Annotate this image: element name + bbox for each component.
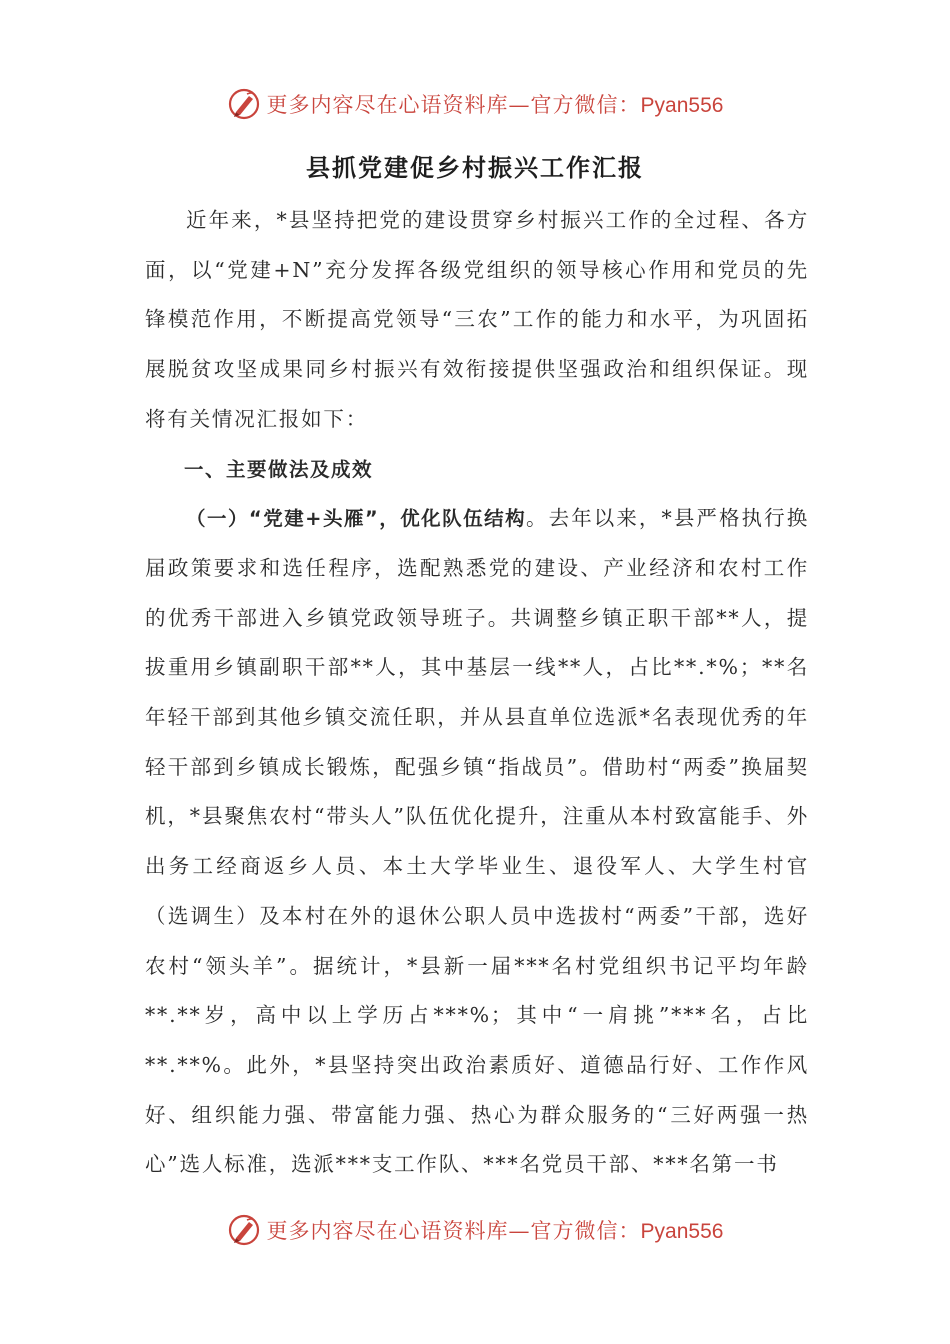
section-heading: 一、主要做法及成效 xyxy=(184,457,374,481)
watermark-text xyxy=(267,1215,724,1245)
watermark-wechat-id: Pyan556 xyxy=(640,94,724,117)
subsection-body: 。去年以来，*县严格执行换届政策要求和选任程序，选配熟悉党的建设、产业经济和农村工作的优秀干部进入乡镇党政领导班子。共调整乡镇正职干部**人，提拔重用乡镇副职干部**人，其中基层一线**人，占比**.*%；**名年轻干部到其他乡镇交流任职，并从县直单位选派*名表现优秀的年轻干部到乡镇成长锻炼，配强乡镇“指战员”。借助村“两委”换届契机，*县聚焦农村“带头人”队伍优化提升，注重从本村致富能手、外出务工经商返乡人员、本土大学毕业生、退役军人、大学生村官（选调生）及本村在外的退休公职人员中选拔村“两委”干部，选好农村“领头羊”。据统计，*县新一届***名村党组织书记平均年龄**.**岁，高中以上学历占***%；其中“一肩挑”***名，占比**.**%。此外，*县坚持突出政治素质好、道德品行好、工作作风好、组织能力强、带富能力强、热心为群众服务的“三好两强一热心”选人标准，选派***支工作队、***名党员干部、***名第一书 xyxy=(145,506,809,1177)
pen-seal-logo-icon xyxy=(227,1213,261,1247)
watermark-label: 更多内容尽在心语资料库—官方微信： xyxy=(266,93,641,117)
subsection-paragraph xyxy=(145,494,809,1190)
watermark-footer xyxy=(0,1208,950,1252)
watermark-header xyxy=(0,82,950,126)
pen-seal-logo-icon xyxy=(227,87,261,121)
document-body xyxy=(145,196,809,1190)
subsection-heading: （一）“党建+头雁”，优化队伍结构 xyxy=(186,507,527,531)
watermark-label: 更多内容尽在心语资料库—官方微信： xyxy=(266,1219,641,1243)
watermark-text xyxy=(267,89,724,119)
document-title: 县抓党建促乡村振兴工作汇报 xyxy=(306,153,644,182)
intro-paragraph: 近年来，*县坚持把党的建设贯穿乡村振兴工作的全过程、各方面，以“党建+N”充分发挥各级党组织的领导核心作用和党员的先锋模范作用，不断提高党领导“三农”工作的能力和水平，为巩固拓展脱贫攻坚成果同乡村振兴有效衔接提供坚强政治和组织保证。现将有关情况汇报如下： xyxy=(145,208,809,431)
watermark-wechat-id: Pyan556 xyxy=(640,1220,724,1243)
